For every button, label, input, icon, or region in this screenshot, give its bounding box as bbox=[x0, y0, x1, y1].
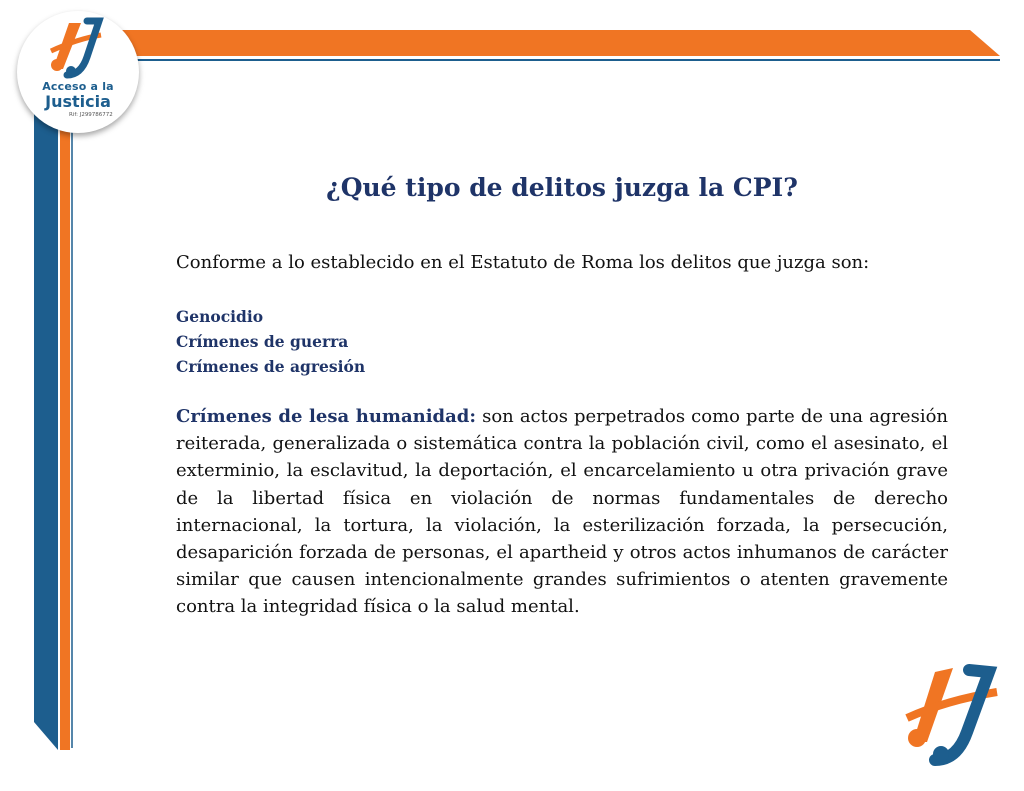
page-title: ¿Qué tipo de delitos juzga la CPI? bbox=[326, 173, 798, 202]
aj-logo-icon bbox=[47, 17, 109, 81]
list-item: Crímenes de agresión bbox=[176, 357, 366, 376]
logo-text-line2: Justicia bbox=[45, 92, 111, 111]
list-item: Genocidio bbox=[176, 307, 264, 326]
main-content bbox=[176, 249, 948, 621]
crimes-list bbox=[176, 304, 948, 379]
logo-rif: Rif: J299786772 bbox=[69, 112, 113, 118]
humanity-paragraph bbox=[176, 403, 948, 621]
humanity-text: son actos perpetrados como parte de una agresión reiterada, generalizada o sistemática contra la población civil, como el asesinato, el exterminio, la esclavitud, la deportación, el encarcelamiento u otra privación grave de la libertad física en violación de normas fundamentales de derecho internacional, la tortura, la violación, la esterilización forzada, la persecución, desaparición forzada de personas, el apartheid y otros actos inhumanos de carácter similar que causen intencionalmente grandes sufrimientos o atenten gravemente contra la integridad física o la salud mental. bbox=[176, 406, 949, 618]
logo-text-line1: Acceso a la bbox=[42, 80, 114, 93]
list-item: Crímenes de guerra bbox=[176, 332, 349, 351]
top-decor-band bbox=[100, 30, 1000, 64]
corner-logo-icon bbox=[897, 662, 1007, 772]
organization-logo bbox=[17, 11, 139, 133]
intro-paragraph: Conforme a lo establecido en el Estatuto de Roma los delitos que juzga son: bbox=[176, 252, 870, 273]
humanity-term: Crímenes de lesa humanidad: bbox=[176, 406, 477, 427]
